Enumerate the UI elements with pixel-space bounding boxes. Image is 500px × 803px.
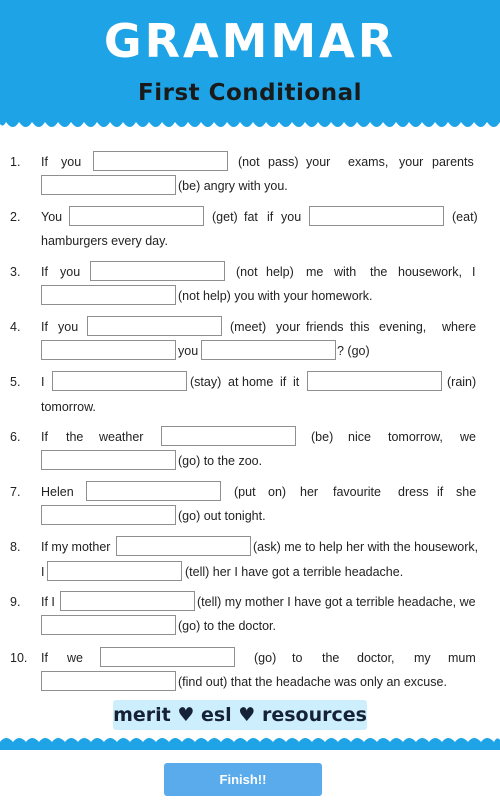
question-text: (get) (212, 210, 238, 224)
answer-input-9a[interactable] (60, 591, 195, 611)
question-2-line-2 (0, 230, 500, 254)
question-text: exams, (348, 155, 389, 169)
question-text: (put (234, 485, 256, 499)
question-3-line-1 (0, 261, 500, 285)
question-3-line-2 (0, 285, 500, 309)
answer-input-5b[interactable] (307, 371, 442, 391)
answer-input-7b[interactable] (41, 505, 176, 525)
question-number: 5. (10, 375, 21, 389)
answer-input-2a[interactable] (69, 206, 204, 226)
answer-input-4c[interactable] (201, 340, 336, 360)
answer-input-1b[interactable] (41, 175, 176, 195)
question-5-line-1 (0, 371, 500, 395)
answer-input-8b[interactable] (47, 561, 182, 581)
question-text: (eat) (452, 210, 478, 224)
question-number: 6. (10, 430, 21, 444)
question-text: with (334, 265, 357, 279)
question-text: (meet) (230, 320, 267, 334)
question-text: I (41, 565, 45, 579)
question-text: If my mother (41, 540, 111, 554)
answer-input-2b[interactable] (309, 206, 444, 226)
question-text: where (442, 320, 477, 334)
question-text: parents (432, 155, 474, 169)
answer-input-9b[interactable] (41, 615, 176, 635)
question-text: we (460, 430, 476, 444)
question-text: you (58, 320, 79, 334)
answer-input-1a[interactable] (93, 151, 228, 171)
answer-input-4a[interactable] (87, 316, 222, 336)
question-number: 10. (10, 651, 28, 665)
question-6-line-1 (0, 426, 500, 450)
question-10-line-2 (0, 671, 500, 695)
question-10-line-1 (0, 647, 500, 671)
question-text: you (60, 265, 81, 279)
question-4-line-2 (0, 340, 500, 364)
answer-input-6b[interactable] (41, 450, 176, 470)
question-text: you (178, 344, 199, 358)
answer-input-3b[interactable] (41, 285, 176, 305)
question-text: (go) (254, 651, 277, 665)
question-text: hamburgers every day. (41, 234, 168, 248)
question-text: your (399, 155, 424, 169)
question-text: weather (99, 430, 144, 444)
finish-button[interactable]: Finish!! (164, 763, 322, 796)
answer-input-5a[interactable] (52, 371, 187, 391)
question-text: (be) (311, 430, 334, 444)
header-banner (0, 0, 500, 122)
answer-input-4b[interactable] (41, 340, 176, 360)
question-4-line-1 (0, 316, 500, 340)
question-text: on) (268, 485, 287, 499)
question-text: help) (266, 265, 294, 279)
answer-input-8a[interactable] (116, 536, 251, 556)
question-text: (not (236, 265, 258, 279)
question-text: I (41, 375, 45, 389)
question-text: me (306, 265, 324, 279)
question-text: (tell) my mother I have got a terrible headache, we (197, 595, 476, 609)
question-text: If (41, 651, 48, 665)
question-text: you (61, 155, 82, 169)
question-text: If (41, 265, 48, 279)
question-text: (ask) me to help her with the housework, (253, 540, 479, 554)
brand-label: merit ♥ esl ♥ resources (113, 700, 367, 730)
question-text: I (472, 265, 476, 279)
question-9-line-2 (0, 615, 500, 639)
question-1-line-1 (0, 151, 500, 175)
question-text: the (66, 430, 84, 444)
question-5-line-2 (0, 396, 500, 420)
question-number: 8. (10, 540, 21, 554)
question-number: 4. (10, 320, 21, 334)
question-text: mum (448, 651, 476, 665)
question-text: (go) to the doctor. (178, 619, 276, 633)
question-text: If I (41, 595, 55, 609)
question-text: the (370, 265, 388, 279)
question-number: 1. (10, 155, 21, 169)
question-text: the (322, 651, 340, 665)
question-text: housework, (398, 265, 462, 279)
question-text: she (456, 485, 477, 499)
question-text: if (267, 210, 274, 224)
question-6-line-2 (0, 450, 500, 474)
question-number: 9. (10, 595, 21, 609)
question-text: favourite (333, 485, 381, 499)
question-7-line-2 (0, 505, 500, 529)
question-text: home (242, 375, 274, 389)
question-number: 3. (10, 265, 21, 279)
question-text: your (306, 155, 331, 169)
question-text: this (350, 320, 370, 334)
scallop-divider-bottom (0, 734, 500, 750)
question-text: her (300, 485, 319, 499)
question-text: it (293, 375, 300, 389)
question-text: fat (244, 210, 258, 224)
question-text: friends (306, 320, 344, 334)
question-text: to (292, 651, 303, 665)
question-text: If (41, 430, 48, 444)
question-2-line-1 (0, 206, 500, 230)
question-text: (tell) her I have got a terrible headache. (185, 565, 404, 579)
question-text: (stay) (190, 375, 222, 389)
question-text: (rain) (447, 375, 477, 389)
question-text: dress (398, 485, 429, 499)
question-text: (not (238, 155, 260, 169)
question-text: your (276, 320, 301, 334)
question-text: If (41, 155, 48, 169)
question-text: (find out) that the headache was only an excuse. (178, 675, 447, 689)
question-text: at (228, 375, 239, 389)
question-8-line-1 (0, 536, 500, 560)
question-text: (not help) you with your homework. (178, 289, 373, 303)
question-text: doctor, (357, 651, 395, 665)
question-number: 7. (10, 485, 21, 499)
question-text: evening, (379, 320, 427, 334)
question-1-line-2 (0, 175, 500, 199)
question-text: Helen (41, 485, 74, 499)
answer-input-3a[interactable] (90, 261, 225, 281)
question-text: ? (go) (337, 344, 370, 358)
question-text: you (281, 210, 302, 224)
question-7-line-1 (0, 481, 500, 505)
question-9-line-1 (0, 591, 500, 615)
page-title: GRAMMAR (103, 14, 397, 68)
answer-input-10b[interactable] (41, 671, 176, 691)
question-text: If (41, 320, 48, 334)
answer-input-6a[interactable] (161, 426, 296, 446)
scallop-divider-top (0, 118, 500, 132)
question-text: You (41, 210, 63, 224)
question-text: we (67, 651, 83, 665)
question-text: pass) (268, 155, 299, 169)
question-text: (go) out tonight. (178, 509, 266, 523)
answer-input-10a[interactable] (100, 647, 235, 667)
answer-input-7a[interactable] (86, 481, 221, 501)
question-text: (be) angry with you. (178, 179, 288, 193)
question-text: (go) to the zoo. (178, 454, 263, 468)
question-8-line-2 (0, 561, 500, 585)
question-number: 2. (10, 210, 21, 224)
question-text: my (414, 651, 431, 665)
question-text: nice (348, 430, 371, 444)
question-text: if (280, 375, 287, 389)
question-text: tomorrow. (41, 400, 96, 414)
question-text: if (437, 485, 444, 499)
page-subtitle: First Conditional (138, 80, 362, 106)
question-text: tomorrow, (388, 430, 443, 444)
